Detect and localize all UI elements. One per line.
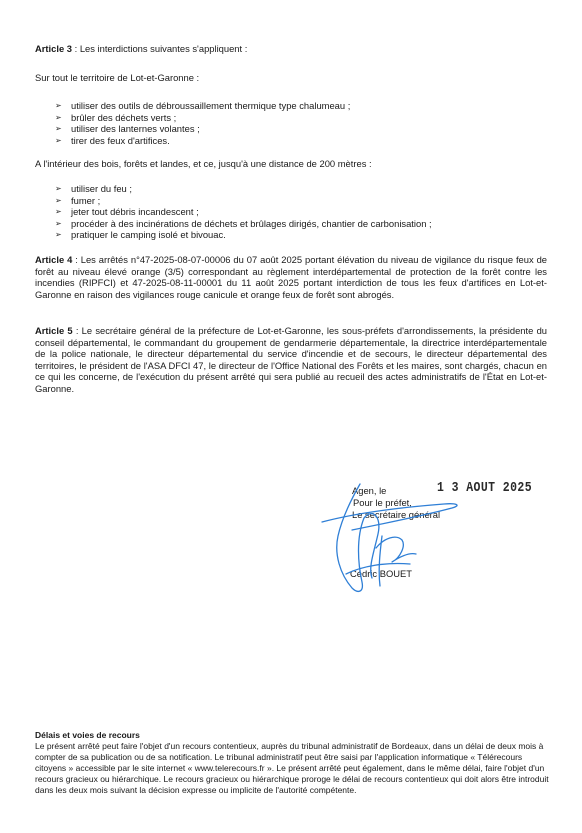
article-3-heading (35, 43, 547, 55)
arrowhead-bullet-icon: ➢ (55, 124, 62, 134)
arrowhead-bullet-icon: ➢ (55, 218, 62, 228)
article-4-text: : Les arrêtés n°47-2025-08-07-00006 du 07 août 2025 portant élévation du niveau de vigilance du risque feux de forêt au niveau élevé orange (3/5) correspondant au règlement interdépartemental de protection de la forêt contre les incendies (RIPFCI) et 47-2025-08-11-00001 du 11 août 2025 portant interdiction de tous les feux d'artifices en Lot-et-Garonne en raison des vigilances rouge canicule et orange feux de forêt sont abrogés. (35, 254, 548, 300)
list-item-text: utiliser des lanternes volantes ; (71, 123, 200, 135)
article-3-intro: : Les interdictions suivantes s'appliquent : (72, 43, 248, 54)
article-5-label: Article 5 (35, 325, 73, 336)
recourse-title: Délais et voies de recours (35, 730, 140, 740)
list-item-text: brûler des déchets verts ; (71, 111, 177, 123)
arrowhead-bullet-icon: ➢ (55, 184, 62, 193)
list-item (55, 229, 432, 241)
list-item-text: procéder à des incinérations de déchets et brûlages dirigés, chantier de carbonisation ; (71, 217, 432, 229)
signature-on-behalf: Pour le préfet, (353, 497, 412, 508)
arrowhead-bullet-icon: ➢ (55, 112, 62, 122)
signature-place: Agen, le (352, 485, 387, 496)
list-item-text: jeter tout débris incandescent ; (71, 206, 199, 218)
arrowhead-bullet-icon: ➢ (55, 195, 62, 205)
article-3-scope-territory: Sur tout le territoire de Lot-et-Garonne : (35, 72, 200, 83)
article-5-text: : Le secrétaire général de la préfecture de Lot-et-Garonne, les sous-préfets d'arrondissements, la présidente du conseil départemental, le commandant du groupement de gendarmerie départementale, la directrice interdépartementale de la police nationale, le directeur départemental du service d'incendie et de secours, le directeur départemental des territoires, le président de l'ASA DFCI 47, le directeur de l'Office National des Forêts et les maires, sont chargés, chacun en ce qui les concerne, de l'exécution du présent arrêté qui sera publié au recueil des actes administratifs de l'État en Lot-et-Garonne. (35, 325, 547, 394)
list-item (55, 218, 432, 230)
prohibitions-forests-list (55, 183, 432, 241)
article-5-paragraph (35, 325, 547, 395)
arrowhead-bullet-icon: ➢ (55, 207, 62, 217)
list-item (55, 100, 350, 112)
list-item-text: utiliser des outils de débroussaillement thermique type chalumeau ; (71, 100, 351, 111)
list-item-text: tirer des feux d'artifices. (71, 134, 170, 146)
article-3-scope-forests: A l'intérieur des bois, forêts et landes, et ce, jusqu'à une distance de 200 mètres : (35, 158, 372, 169)
list-item (55, 206, 432, 218)
arrowhead-bullet-icon: ➢ (55, 230, 62, 240)
prohibitions-territory-list (55, 100, 350, 146)
arrowhead-bullet-icon: ➢ (55, 135, 62, 145)
article-3-label: Article 3 (35, 43, 72, 54)
article-4-paragraph (35, 254, 547, 300)
list-item-text: fumer ; (71, 194, 101, 206)
list-item (55, 123, 350, 135)
list-item (55, 112, 350, 124)
signatory-name: Cédric BOUET (350, 568, 412, 579)
arrowhead-bullet-icon: ➢ (55, 101, 62, 110)
list-item (55, 183, 432, 195)
signature-title: Le secrétaire général (352, 509, 441, 520)
list-item-text: pratiquer le camping isolé et bivouac. (71, 229, 226, 241)
list-item (55, 135, 350, 147)
date-stamp: 1 3 AOUT 2025 (437, 481, 533, 496)
recourse-section (35, 730, 553, 796)
handwritten-signature (312, 478, 472, 598)
list-item (55, 195, 432, 207)
list-item-text: utiliser du feu ; (71, 183, 132, 194)
article-4-label: Article 4 (35, 254, 73, 265)
recourse-text: Le présent arrêté peut faire l'objet d'un recours contentieux, auprès du tribunal administratif de Bordeaux, dans un délai de deux mois à compter de sa publication ou de sa notification. Le tribunal administratif peut être saisi par l'application informatique « Télérecours citoyens » accessible par le site internet « www.telerecours.fr ». Le présent arrêté peut également, dans le même délai, faire l'objet d'un recours gracieux ou hiérarchique. Le recours gracieux ou hiérarchique proroge le délai de recours contentieux qui doit alors être introduit dans les deux mois suivant la décision expresse ou implicite de l'autorité compétente. (35, 741, 549, 795)
